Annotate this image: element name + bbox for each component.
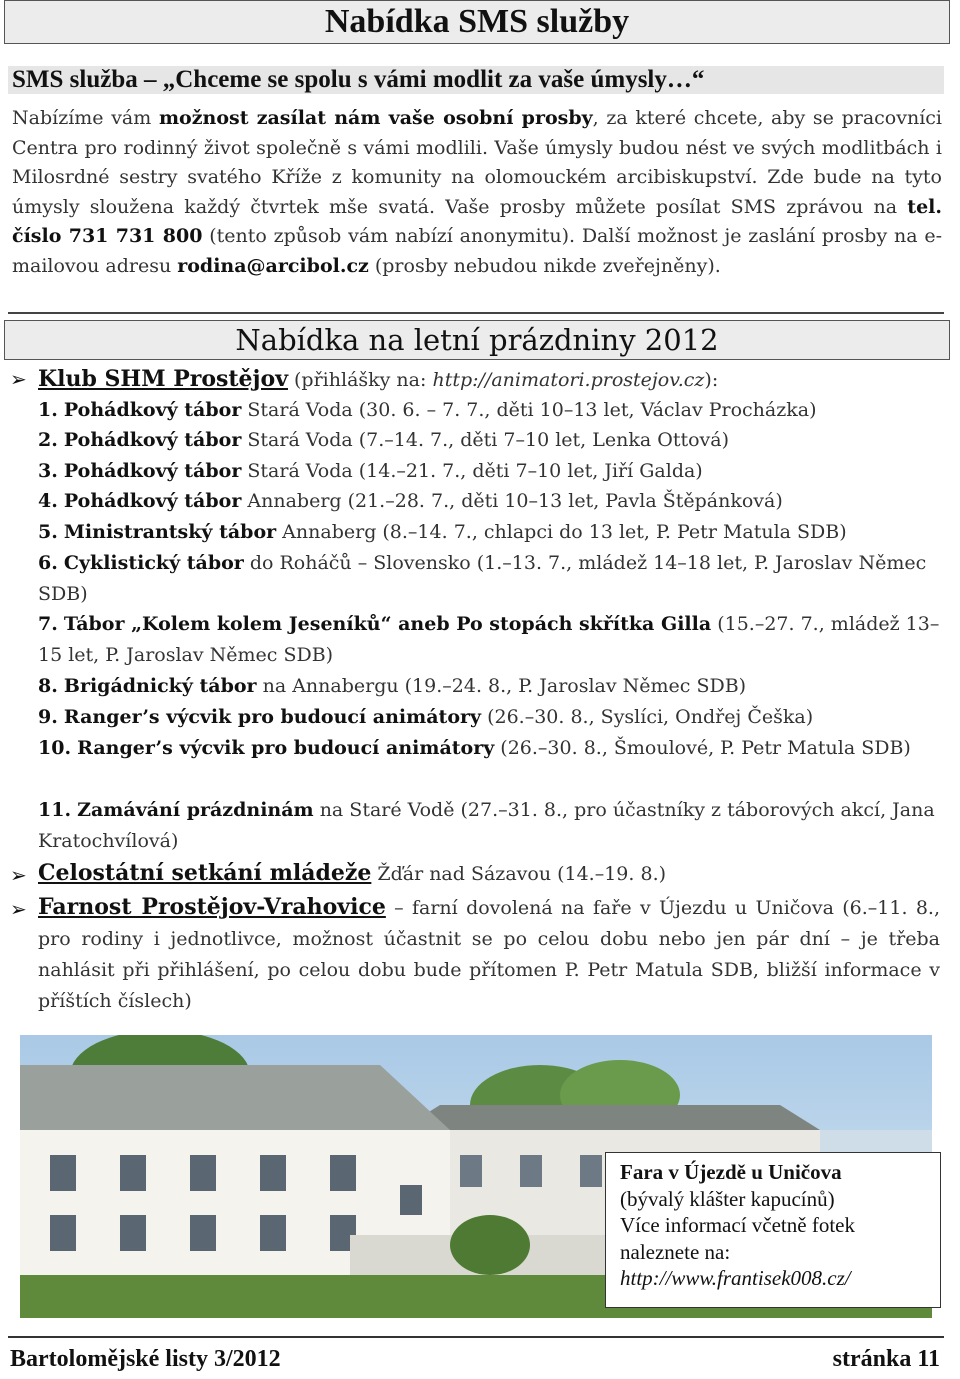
camp-item-details: na Staré Vodě (27.–31. 8., pro účastníky z táborových akcí, Jana Kratochvílová) [38,799,935,852]
camp-item-name: 8. [38,675,58,697]
camp-item-title: Tábor „Kolem kolem Jeseníků“ aneb Po stopách skřítka Gilla [63,613,712,635]
summer-section-heading: Nabídka na letní prázdniny 2012 [4,320,950,360]
camp-item [38,548,940,609]
camp-item [38,456,940,487]
camp-item-details: do Roháčů – Slovensko (1.–13. 7., mládež 14–18 let, P. Jaroslav Němec SDB) [38,552,927,605]
section-divider [8,312,944,314]
camp-item [38,733,940,764]
camp-item-name: 3. [38,460,58,482]
arrow-bullet-icon: ➢ [10,897,27,921]
caption-title: Fara v Újezdě u Uničova [620,1160,842,1184]
camp-item-details: (26.–30. 8., Syslíci, Ondřej Češka) [481,706,814,728]
sms-section-body [12,104,942,281]
camp-item-details: (26.–30. 8., Šmoulové, P. Petr Matula SDB) [494,737,911,759]
footer-page-number: stránka 11 [832,1346,940,1372]
photo-caption [605,1152,941,1308]
sms-text-3: (tento způsob vám nabízí anonymitu). Další možnost je zaslání prosby na e-mailovou adresu [12,225,942,277]
camp-item [38,517,940,548]
camp-item-title: Pohádkový tábor [63,460,242,482]
camp-item [38,609,940,670]
caption-line3: Více informací včetně fotek naleznete na: [620,1213,855,1264]
caption-line2: (bývalý klášter kapucínů) [620,1186,835,1211]
camp-item-name: 4. [38,490,58,512]
caption-url[interactable]: http://www.frantisek008.cz/ [620,1266,851,1290]
camp-item-title: Ranger’s výcvik pro budoucí animátory [77,737,495,759]
celostatni-title[interactable]: Celostátní setkání mládeže [38,860,372,886]
camp-item-name: 11. [38,799,72,821]
camp-item-name: 2. [38,429,58,451]
camp-item-details: na Annabergu (19.–24. 8., P. Jaroslav Němec SDB) [256,675,747,697]
camp-item [38,671,940,702]
camp-item-name: 10. [38,737,72,759]
camp-item-title: Ranger’s výcvik pro budoucí animátory [63,706,482,728]
camp-item-title: Pohádkový tábor [63,429,242,451]
arrow-bullet-icon: ➢ [10,367,27,391]
sms-text-2: , za které chcete, aby se pracovníci Centra pro rodinný život společně s vámi modlili. Vaše úmysly budou nést ve svých modlitbách i Milosrdné sestry svatého Kříže z komunity na olomouckém arcibiskupství. Zde bude na tyto úmysly sloužena každý čtvrtek mše svatá. Vaše prosby můžete posílat SMS zprávou na [12,107,943,218]
camp-item [38,486,940,517]
arrow-bullet-icon: ➢ [10,863,27,887]
klub-shm-text: (přihlášky na: [287,369,433,391]
camp-item [38,425,940,456]
sms-text-1: Nabízíme vám [12,107,159,129]
farnost-line [38,892,940,1017]
sms-phone-number: tel. číslo 731 731 800 [12,195,942,247]
celostatni-text: Žďár nad Sázavou (14.–19. 8.) [371,863,667,885]
farnost-title[interactable]: Farnost Prostějov-Vrahovice [38,894,386,920]
camp-item-title: Pohádkový tábor [63,490,242,512]
camp-item-title: Brigádnický tábor [63,675,257,697]
camp-item [38,395,940,426]
camp-item-details: (15.–27. 7., mládež 13–15 let, P. Jaroslav Němec SDB) [38,613,940,666]
footer-divider [8,1336,944,1338]
camp-item-details: Annaberg (8.–14. 7., chlapci do 13 let, P. Petr Matula SDB) [276,521,847,543]
camp-item [38,795,940,856]
camp-item-title: Pohádkový tábor [63,399,242,421]
camp-item-name: 9. [38,706,58,728]
camp-item-name: 5. [38,521,58,543]
camp-item-title: Zamávání prázdninám [77,799,314,821]
camp-item-details: Stará Voda (7.–14. 7., děti 7–10 let, Lenka Ottová) [241,429,729,451]
camp-item-details: Stará Voda (30. 6. – 7. 7., děti 10–13 let, Václav Procházka) [241,399,817,421]
klub-shm-title[interactable]: Klub SHM Prostějov [38,366,288,392]
klub-shm-text-end: ): [704,369,719,391]
footer-publication: Bartolomějské listy 3/2012 [10,1346,281,1372]
sms-bold-offer: možnost zasílat nám vaše osobní prosby [158,107,593,129]
camp-item-title: Cyklistický tábor [63,552,244,574]
klub-shm-line [38,364,940,395]
celostatni-line [38,858,940,889]
camp-item-title: Ministrantský tábor [63,521,277,543]
camp-item-name: 1. [38,399,58,421]
camp-item-details: Annaberg (21.–28. 7., děti 10–13 let, Pavla Štěpánková) [241,490,783,512]
sms-email[interactable]: rodina@arcibol.cz [177,254,369,277]
camp-item [38,702,940,733]
farnost-text: – farní dovolená na faře v Újezdu u Uničova (6.–11. 8., pro rodiny i jednotlivce, možnost účastnit se po celou dobu nebo jen pár dní – je třeba nahlásit při přihlášení, po celou dobu bude přítomen P. Petr Matula SDB, bližší informace v příštích číslech) [38,897,940,1012]
camp-item-name: 6. [38,552,58,574]
page-title: Nabídka SMS služby [4,0,950,44]
klub-shm-url[interactable]: http://animatori.prostejov.cz [432,369,705,391]
camp-item-details: Stará Voda (14.–21. 7., děti 7–10 let, Jiří Galda) [241,460,703,482]
sms-section-heading: SMS služba – „Chceme se spolu s vámi modlit za vaše úmysly…“ [8,66,944,94]
sms-text-4: (prosby nebudou nikde zveřejněny). [368,254,721,277]
camp-item-name: 7. [38,613,58,635]
